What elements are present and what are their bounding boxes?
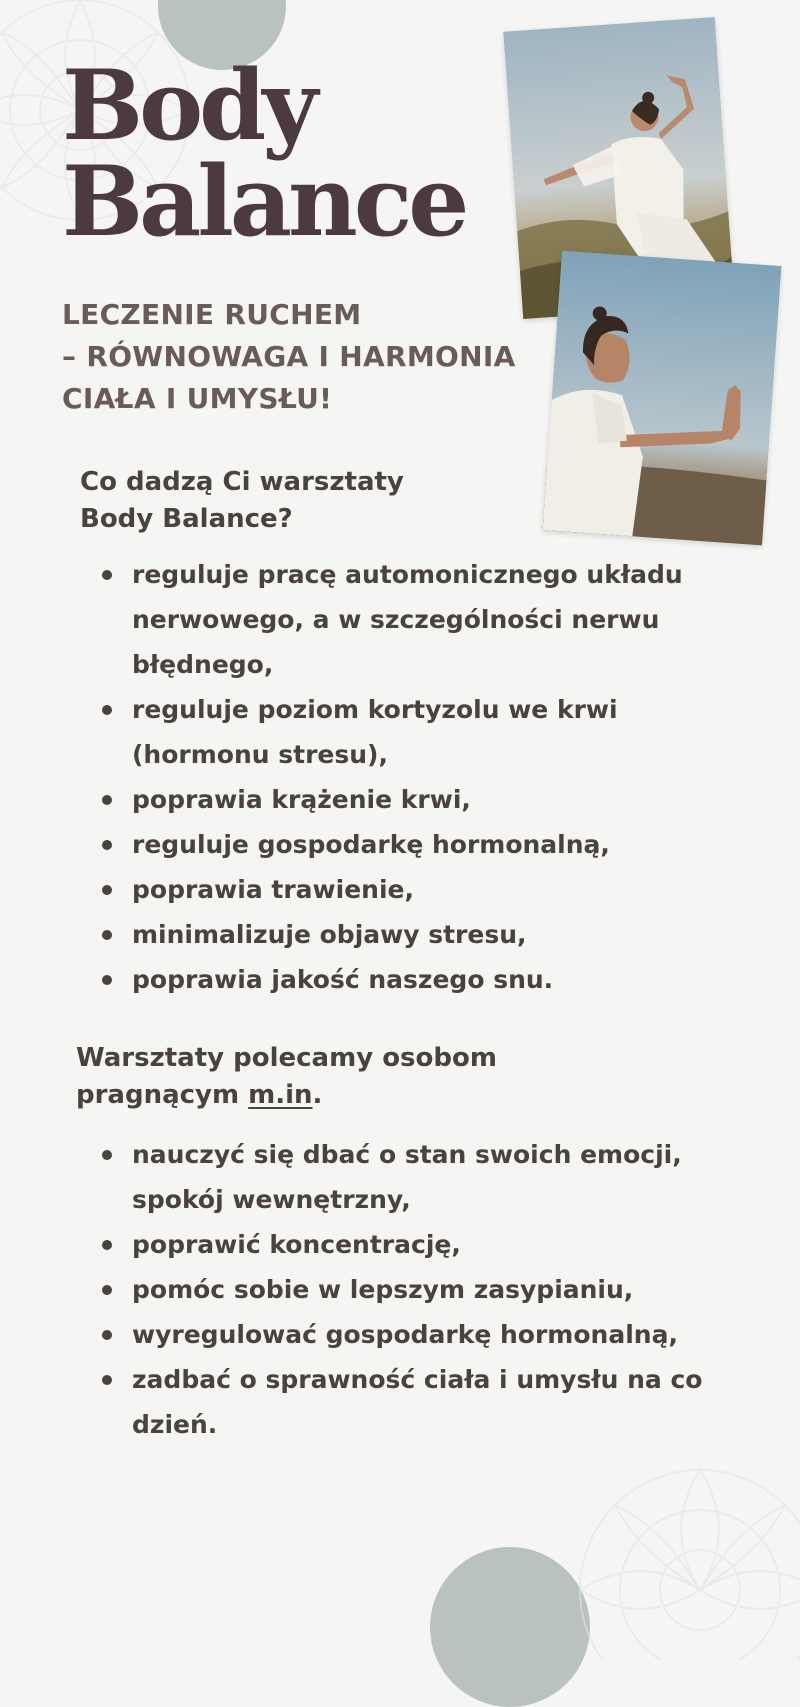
title-line-1: Body [62, 49, 315, 162]
subtitle [62, 294, 516, 420]
audience-list [100, 1132, 720, 1447]
list-item: reguluje poziom kortyzolu we krwi (hormonu stresu), [100, 687, 720, 777]
audience-heading [76, 1040, 497, 1114]
benefits-list [100, 552, 720, 1002]
list-item: poprawić koncentrację, [100, 1222, 720, 1267]
list-item: pomóc sobie w lepszym zasypianiu, [100, 1267, 720, 1312]
list-item: reguluje pracę automonicznego układu nerwowego, a w szczególności nerwu błędnego, [100, 552, 720, 687]
subtitle-line-1: LECZENIE RUCHEM [62, 298, 362, 331]
list-item: zadbać o sprawność ciała i umysłu na co dzień. [100, 1357, 720, 1447]
list-item: nauczyć się dbać o stan swoich emocji, spokój wewnętrzny, [100, 1132, 720, 1222]
list-item: poprawia krążenie krwi, [100, 777, 720, 822]
list-item: reguluje gospodarkę hormonalną, [100, 822, 720, 867]
subtitle-line-3: CIAŁA I UMYSŁU! [62, 382, 333, 415]
page-title [62, 49, 466, 258]
photo-palm-extended [543, 251, 782, 546]
audience-heading-suffix: . [312, 1080, 323, 1110]
list-item: poprawia trawienie, [100, 867, 720, 912]
list-item: minimalizuje objawy stresu, [100, 912, 720, 957]
benefits-heading-line-2: Body Balance? [80, 504, 293, 534]
list-item: poprawia jakość naszego snu. [100, 957, 720, 1002]
audience-heading-link[interactable]: m.in [248, 1080, 313, 1110]
subtitle-line-2: – RÓWNOWAGA I HARMONIA [62, 340, 516, 373]
audience-heading-line-2 [76, 1077, 497, 1114]
benefits-heading [80, 464, 404, 538]
title-line-2: Balance [62, 145, 466, 258]
benefits-heading-line-1: Co dadzą Ci warsztaty [80, 467, 404, 497]
list-item: wyregulować gospodarkę hormonalną, [100, 1312, 720, 1357]
audience-heading-prefix: pragnącym [76, 1080, 249, 1110]
audience-heading-line-1: Warsztaty polecamy osobom [76, 1043, 497, 1073]
